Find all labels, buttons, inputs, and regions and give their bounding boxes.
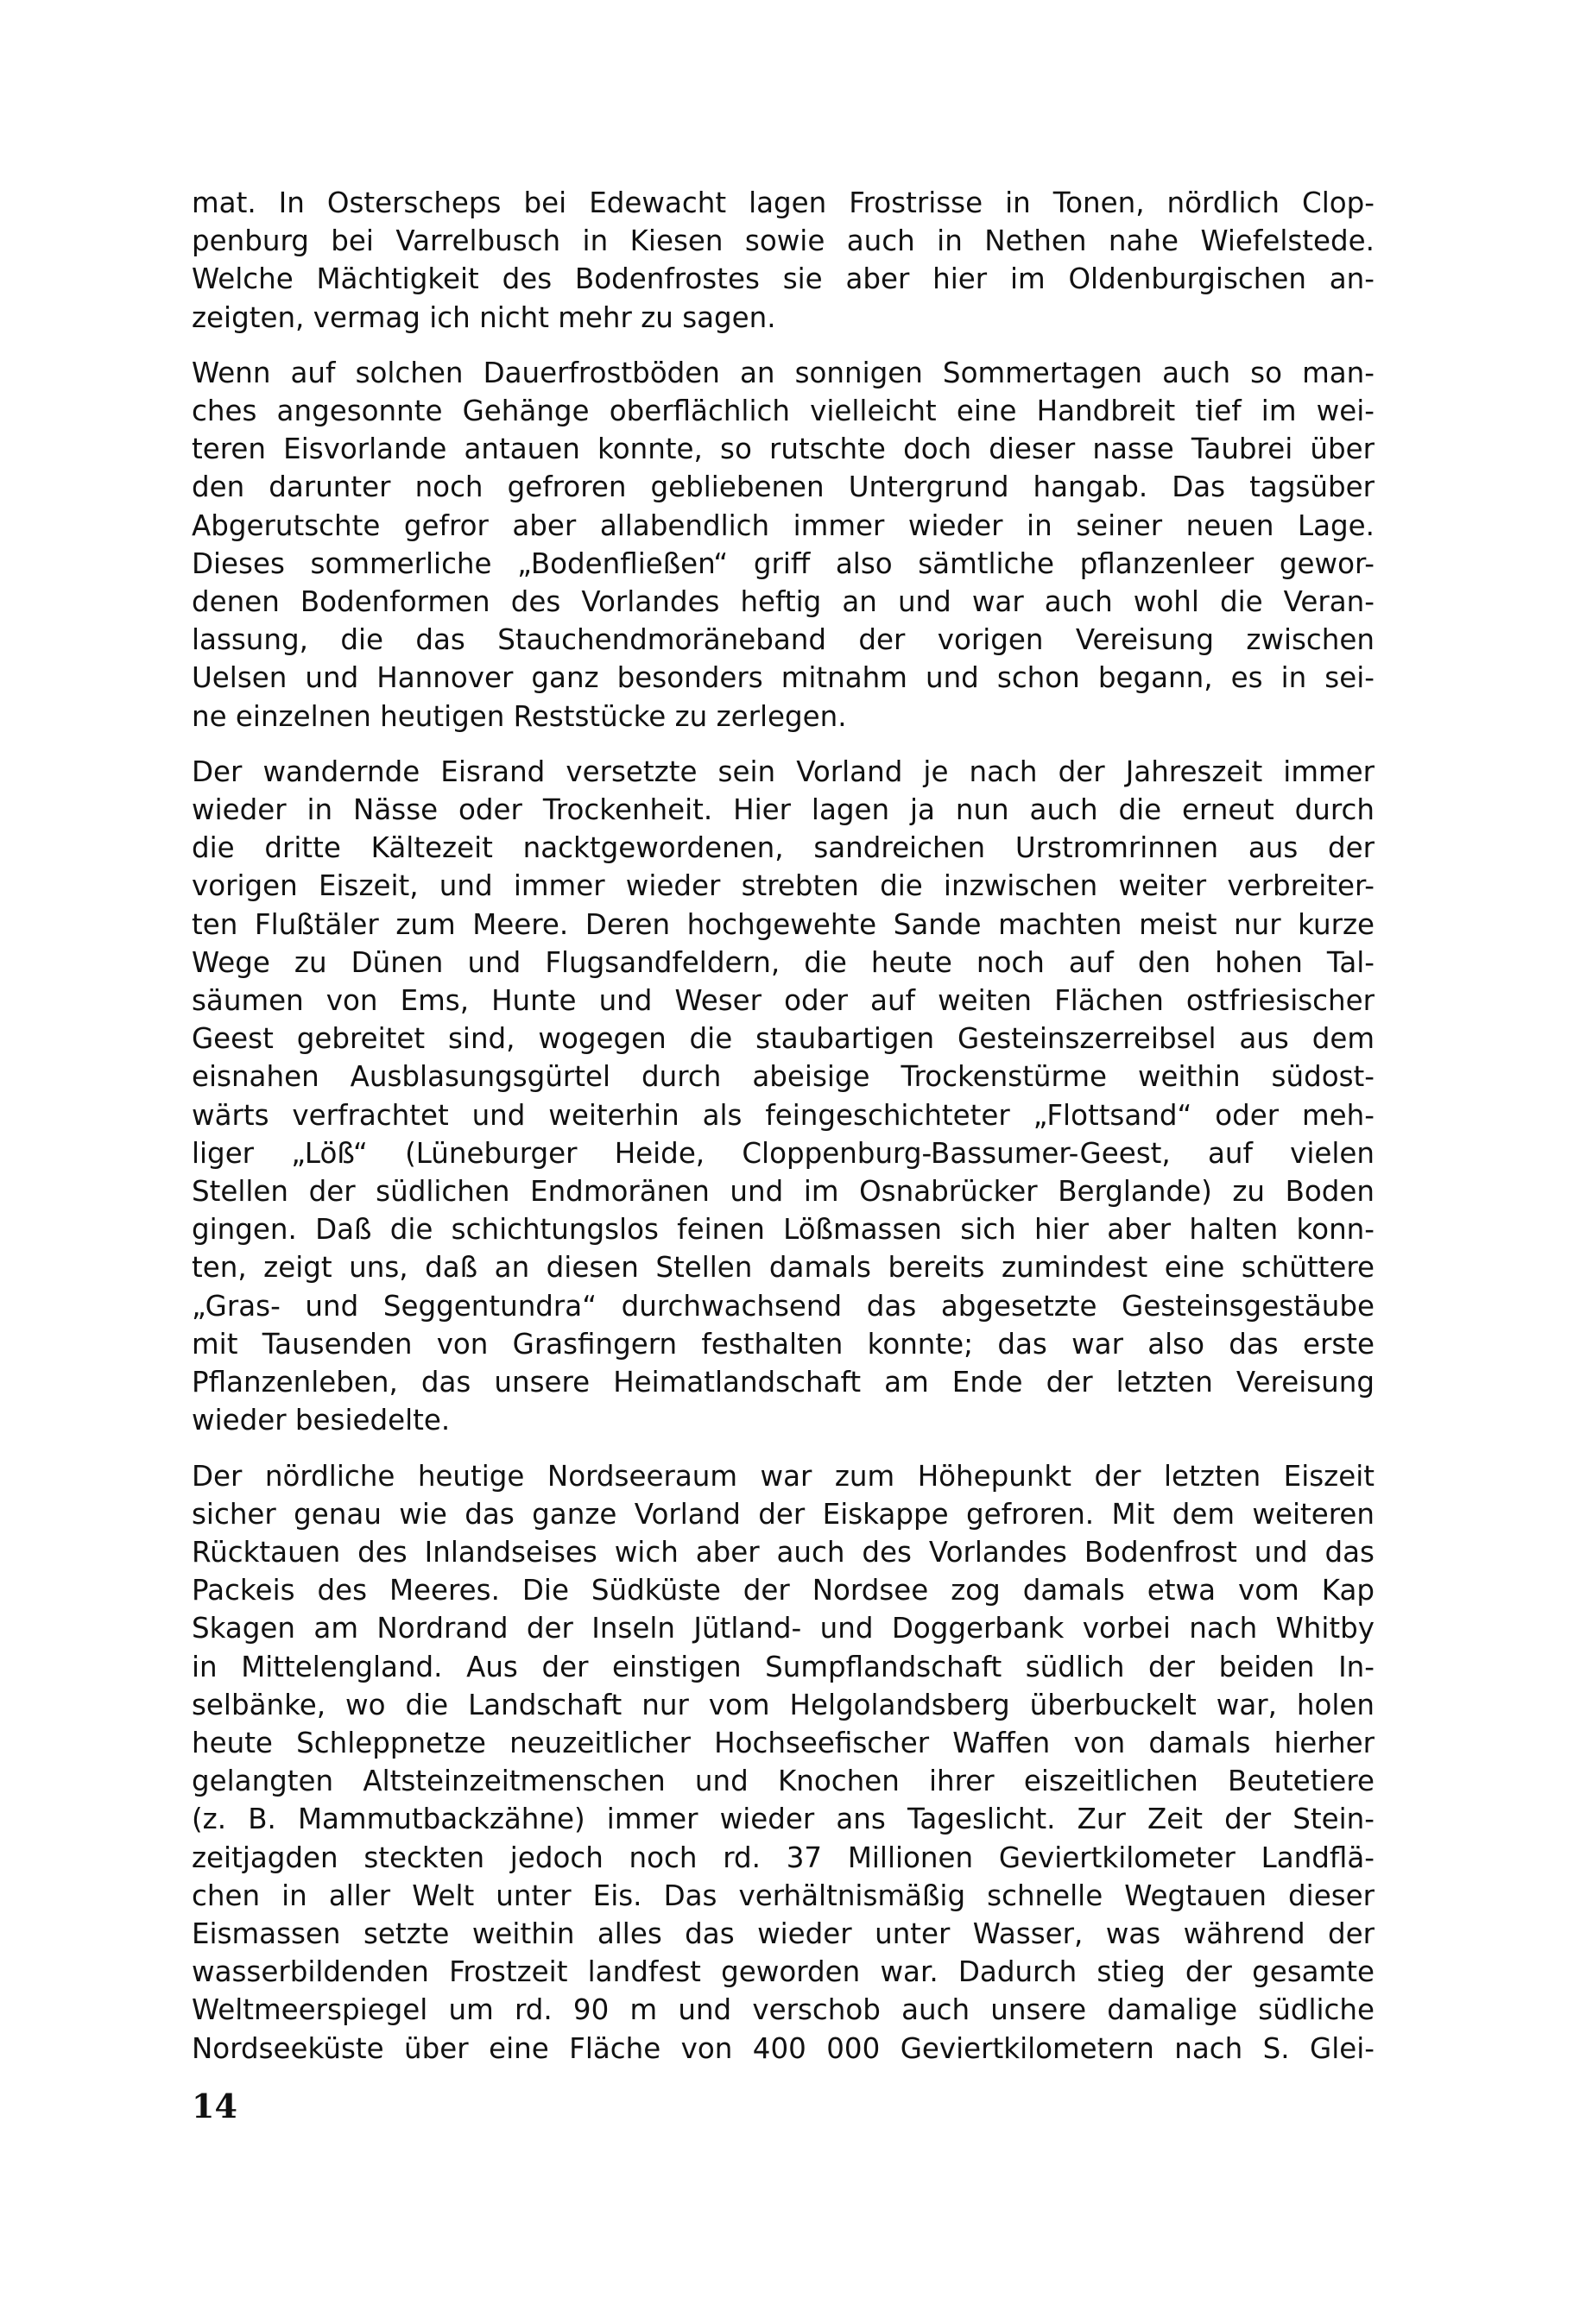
text-line: Nordseeküste über eine Fläche von 400 000 Geviertkilometern nach S. Glei- <box>192 2031 1375 2065</box>
text-line: (z. B. Mammutbackzähne) immer wieder ans Tageslicht. Zur Zeit der Stein- <box>192 1803 1375 1836</box>
body-text <box>192 184 1375 2068</box>
text-line: die dritte Kältezeit nacktgewordenen, sandreichen Urstromrinnen aus der <box>192 831 1375 865</box>
text-line: ches angesonnte Gehänge oberflächlich vielleicht eine Handbreit tief im wei- <box>192 395 1375 428</box>
text-line: mit Tausenden von Grasfingern festhalten konnte; das war also das erste <box>192 1327 1375 1361</box>
text-line: Wenn auf solchen Dauerfrostböden an sonnigen Sommertagen auch so man- <box>192 356 1375 389</box>
text-line: Pflanzenleben, das unsere Heimatlandschaft am Ende der letzten Vereisung <box>192 1366 1375 1399</box>
text-line: Geest gebreitet sind, wogegen die staubartigen Gesteinszerreibsel aus dem <box>192 1022 1375 1056</box>
text-line: säumen von Ems, Hunte und Weser oder auf weiten Flächen ostfriesischer <box>192 984 1375 1018</box>
text-line: Abgerutschte gefror aber allabendlich immer wieder in seiner neuen Lage. <box>192 508 1375 542</box>
text-line: Welche Mächtigkeit des Bodenfrostes sie aber hier im Oldenburgischen an- <box>192 262 1375 296</box>
text-line: zeigten, vermag ich nicht mehr zu sagen. <box>192 300 776 334</box>
text-line: Dieses sommerliche „Bodenfließen“ griff also sämtliche pflanzenleer gewor- <box>192 546 1375 580</box>
text-line: sicher genau wie das ganze Vorland der Eiskappe gefroren. Mit dem weiteren <box>192 1497 1375 1531</box>
text-line: mat. In Osterscheps bei Edewacht lagen Frostrisse in Tonen, nördlich Clop- <box>192 186 1375 219</box>
text-line: Weltmeerspiegel um rd. 90 m und verschob auch unsere damalige südliche <box>192 1993 1375 2027</box>
text-line: ten, zeigt uns, daß an diesen Stellen damals bereits zumindest eine schüttere <box>192 1251 1375 1285</box>
text-line: eisnahen Ausblasungsgürtel durch abeisige Trockenstürme weithin südost- <box>192 1060 1375 1094</box>
paragraph <box>192 753 1375 1440</box>
paragraph <box>192 1457 1375 2068</box>
text-line: vorigen Eiszeit, und immer wieder strebten die inzwischen weiter verbreiter- <box>192 869 1375 903</box>
text-line: liger „Löß“ (Lüneburger Heide, Cloppenburg-Bassumer-Geest, auf vielen <box>192 1136 1375 1170</box>
text-line: Der wandernde Eisrand versetzte sein Vorland je nach der Jahreszeit immer <box>192 755 1375 788</box>
paragraph <box>192 184 1375 337</box>
text-line: in Mittelengland. Aus der einstigen Sumpflandschaft südlich der beiden In- <box>192 1650 1375 1683</box>
text-line: chen in aller Welt unter Eis. Das verhältnismäßig schnelle Wegtauen dieser <box>192 1879 1375 1912</box>
text-line: gingen. Daß die schichtungslos feinen Lößmassen sich hier aber halten konn- <box>192 1213 1375 1247</box>
text-line: Stellen der südlichen Endmoränen und im Osnabrücker Berglande) zu Boden <box>192 1175 1375 1209</box>
text-line: Skagen am Nordrand der Inseln Jütland- und Doggerbank vorbei nach Whitby <box>192 1612 1375 1645</box>
text-line: Eismassen setzte weithin alles das wieder unter Wasser, was während der <box>192 1917 1375 1950</box>
text-line: wieder besiedelte. <box>192 1404 451 1437</box>
page-number: 14 <box>192 2087 237 2125</box>
text-line: gelangten Altsteinzeitmenschen und Knochen ihrer eiszeitlichen Beutetiere <box>192 1765 1375 1798</box>
text-line: teren Eisvorlande antauen konnte, so rutschte doch dieser nasse Taubrei über <box>192 433 1375 466</box>
text-line: lassung, die das Stauchendmoräneband der vorigen Vereisung zwischen <box>192 623 1375 657</box>
text-line: denen Bodenformen des Vorlandes heftig an und war auch wohl die Veran- <box>192 585 1375 619</box>
text-line: heute Schleppnetze neuzeitlicher Hochseefischer Waffen von damals hierher <box>192 1726 1375 1759</box>
paragraph <box>192 354 1375 736</box>
text-line: Der nördliche heutige Nordseeraum war zum Höhepunkt der letzten Eiszeit <box>192 1459 1375 1493</box>
text-line: wärts verfrachtet und weiterhin als feingeschichteter „Flottsand“ oder meh- <box>192 1098 1375 1132</box>
text-line: Rücktauen des Inlandseises wich aber auch des Vorlandes Bodenfrost und das <box>192 1535 1375 1569</box>
text-line: den darunter noch gefroren gebliebenen Untergrund hangab. Das tagsüber <box>192 470 1375 504</box>
text-line: „Gras- und Seggentundra“ durchwachsend das abgesetzte Gesteinsgestäube <box>192 1289 1375 1323</box>
text-line: wasserbildenden Frostzeit landfest geworden war. Dadurch stieg der gesamte <box>192 1955 1375 1989</box>
text-line: wieder in Nässe oder Trockenheit. Hier lagen ja nun auch die erneut durch <box>192 793 1375 827</box>
text-line: Wege zu Dünen und Flugsandfeldern, die heute noch auf den hohen Tal- <box>192 945 1375 979</box>
text-line: penburg bei Varrelbusch in Kiesen sowie auch in Nethen nahe Wiefelstede. <box>192 224 1375 258</box>
text-line: ne einzelnen heutigen Reststücke zu zerlegen. <box>192 699 847 733</box>
text-line: Uelsen und Hannover ganz besonders mitnahm und schon begann, es in sei- <box>192 661 1375 695</box>
text-line: zeitjagden steckten jedoch noch rd. 37 Millionen Geviertkilometer Landflä- <box>192 1841 1375 1874</box>
text-line: ten Flußtäler zum Meere. Deren hochgewehte Sande machten meist nur kurze <box>192 907 1375 941</box>
text-line: selbänke, wo die Landschaft nur vom Helgolandsberg überbuckelt war, holen <box>192 1688 1375 1721</box>
text-line: Packeis des Meeres. Die Südküste der Nordsee zog damals etwa vom Kap <box>192 1574 1375 1607</box>
